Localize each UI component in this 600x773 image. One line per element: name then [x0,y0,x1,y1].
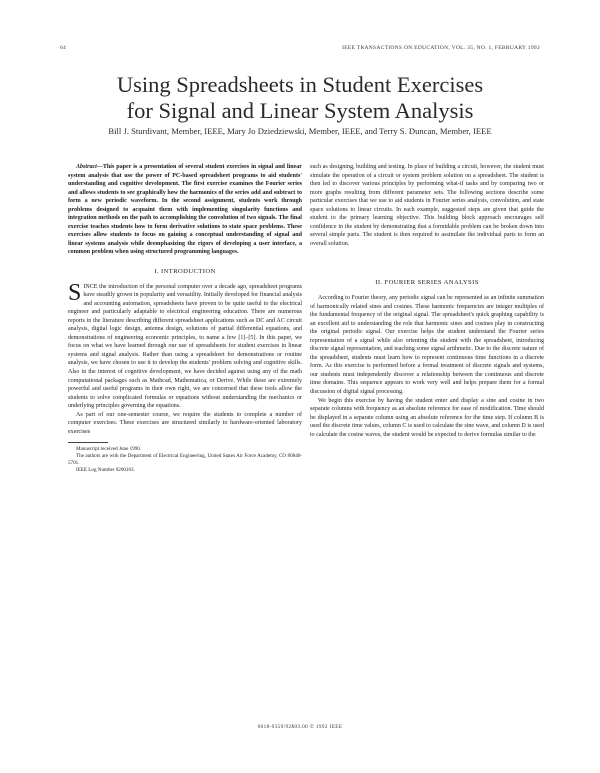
intro-paragraph-1 [68,279,302,411]
page-number: 64 [60,45,67,51]
footnote-log-number: IEEE Log Number 9200163. [76,467,135,474]
running-head [60,45,540,55]
section-heading-fourier: II. FOURIER SERIES ANALYSIS [375,279,479,287]
author-list: Bill J. Sturdivant, Member, IEEE, Mary Jo Dziedziewski, Member, IEEE, and Terry S. Duncan, Member, IEEE [108,126,492,136]
section-heading-introduction: I. INTRODUCTION [154,268,216,276]
fourier-paragraph-1: According to Fourier theory, any periodic signal can be represented as an infinite summation of harmonically related sines and cosines. These harmonic frequencies are integer multiples of the fundamental frequency of the original signal. The spreadsheet's quick graphing capability is an excellent aid to understanding the role that harmonic sines and cosines play in constructing the original periodic signal. Our exercise helps the student understand the Fourier series representation of a signal while also orienting the student with the spreadsheet, introducing discrete signal representation, and teaching some signal arithmetic. Due to the discrete nature of the spreadsheet, students must learn how to represent continuous time functions in a discrete form. As this exercise is performed before a formal treatment of discrete signals and systems, our students must independently discover a relationship between the continuous and discrete time domains. This sequence appears to work very well and helps prepare them for a formal discussion of digital signal processing. [310,295,544,396]
right-column [310,163,544,439]
drop-cap: S [68,279,82,306]
right-paragraph-1: such as designing, building and testing. In place of building a circuit, however, the student must simulate the operation of a circuit or system problem solution on a spreadsheet. The student is then led to discover various principles by performing what-if tasks and by comparing two or more graphs resulting from different parameter sets. The following sections describe some particular exercises that we use to aid students in Fourier series analysis, convolution, and state space solutions to linear circuits. In each example, suggested steps are given that guide the student to the primary learning objective. This building block approach encourages self confidence in the student by demonstrating that a formidable problem can be broken down into several simple parts. The student is then required to assimilate the individual parts to form an overall solution. [310,164,544,247]
copyright-line: 0018-9359/92$03.00 © 1992 IEEE [257,724,343,730]
paper-title [40,72,560,124]
abstract [68,163,302,257]
footnote-rule [68,442,108,443]
title-line-2: for Signal and Linear System Analysis [126,98,474,123]
fourier-paragraph-2: We begin this exercise by having the student enter and display a sine and cosine in two separate columns with frequency as an absolute reference for ease of modification. Time should be displayed in a separate column using an absolute reference for the time step. If column B is used the discrete time values, column C is used to calculate the sine wave, and column D is used to calculate the cosine waves, the student would be expected to derive formulas similar to the [310,397,544,438]
footnote-manuscript: Manuscript received June 1990. [76,446,142,453]
footnote-affiliation: The authors are with the Department of Electrical Engineering, United States Air Force Academy, CO 80840-5701. [68,453,302,467]
journal-name: IEEE TRANSACTIONS ON EDUCATION, VOL. 35, NO. 1, FEBRUARY 1992 [342,45,540,51]
left-column [68,163,302,474]
abstract-text: —This paper is a presentation of several student exercises in signal and linear system analysis that use the power of PC-based spreadsheet programs to aid students' understanding and cognitive development. The first exercise examines the Fourier series and allows students to see graphically how the harmonics of the series add and subtract to form a new periodic waveform. In the second assignment, students work through problems designed to acquaint them with implementing singularity functions and integration methods on the path to accomplishing the convolution of two signals. The final exercise teaches students how to form derivative solutions to state space problems. These exercises allow students to focus on gaining a conceptual understanding of signal and linear systems analysis while deemphasizing the rigors of developing a user interface, a common problem when using structured programming languages. [68,164,302,256]
title-line-1: Using Spreadsheets in Student Exercises [116,72,484,97]
abstract-label: Abstract [76,164,97,170]
intro-paragraph-1-text: INCE the introduction of the personal computer over a decade ago, spreadsheet programs have steadily grown in popularity and versatility. Initially developed for financial analysis and accounting automation, spreadsheets have proven to be quite useful to the electrical engineer and particularly adaptable to electrical engineering education. There are numerous reports in the literature describing different spreadsheet applications such as DC and AC circuit analysis, digital logic design, antenna design, solutions of partial differential equations, and demonstrations of engineering economic principles, to name a few [1]–[5]. In this paper, we focus on what we have learned through our use of spreadsheets for student exercises in linear systems and signal analysis. Rather than using a spreadsheet for demonstrations or routine analysis, we have chosen to use it to develop the students' problem solving and cognitive skills. Also in the interest of cognitive development, we have decided against using any of the math computational packages such as Mathcad, Mathematica, or Derive. While these are extremely powerful and useful programs in their own right, we are concerned that these tools allow the students to solve complicated formulas or equations without understanding the mechanics or underlying principles governing the equations. [68,283,302,410]
column-spacer [310,248,544,268]
intro-paragraph-2: As part of our one-semester course, we require the students to complete a number of computer exercises. These exercises are structured similarly to hardware-oriented laboratory exercises [68,411,302,435]
